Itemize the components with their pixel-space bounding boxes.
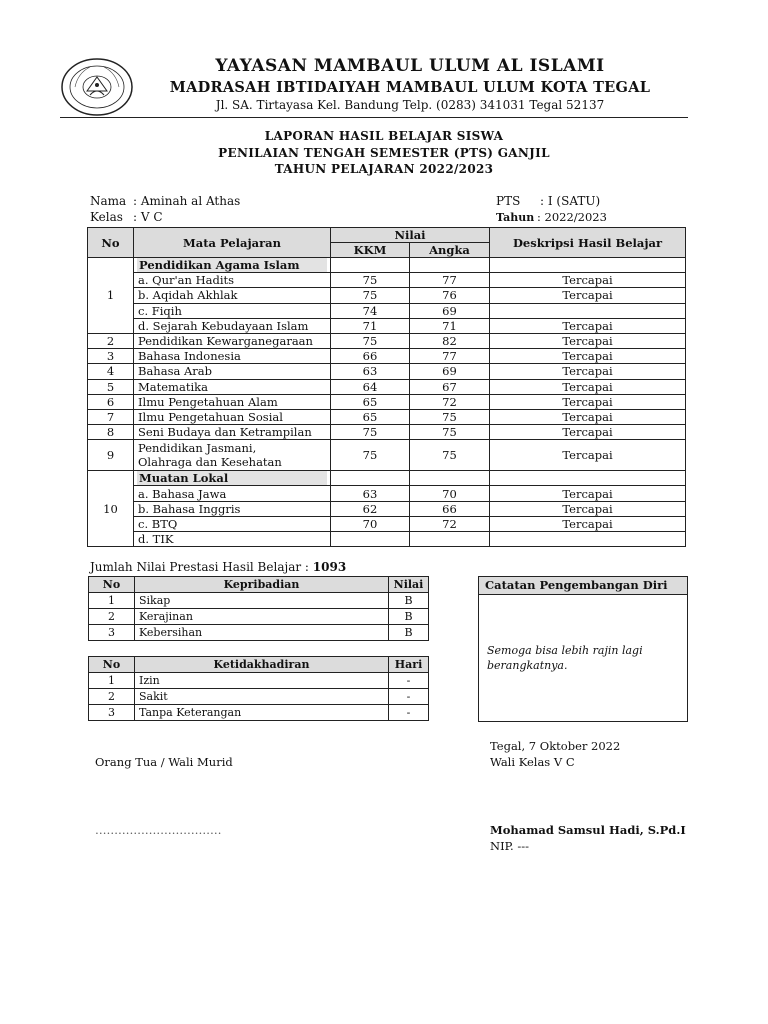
group-title: Muatan Lokal bbox=[137, 471, 327, 485]
total-value: 1093 bbox=[312, 560, 347, 574]
table-row: 3 Tanpa Keterangan - bbox=[89, 705, 429, 721]
table-row: 3 Kebersihan B bbox=[89, 625, 429, 641]
teacher-label: Wali Kelas V C bbox=[490, 755, 575, 769]
table-row: a. Qur'an Hadits 75 77 Tercapai bbox=[88, 273, 686, 288]
school-logo bbox=[60, 57, 134, 117]
col-angka: Angka bbox=[410, 243, 490, 258]
table-row: b. Aqidah Akhlak 75 76 Tercapai bbox=[88, 288, 686, 303]
table-row: 1 Izin - bbox=[89, 673, 429, 689]
table-row: 2 Kerajinan B bbox=[89, 609, 429, 625]
name-value: : Aminah al Athas bbox=[133, 194, 241, 208]
year-label: Tahun bbox=[496, 211, 535, 224]
grades-table bbox=[87, 227, 686, 547]
table-row: c. BTQ 70 72 Tercapai bbox=[88, 516, 686, 531]
foundation-name: YAYASAN MAMBAUL ULUM AL ISLAMI bbox=[215, 56, 605, 76]
col-nilai: Nilai bbox=[331, 228, 490, 243]
year-value: : 2022/2023 bbox=[537, 210, 607, 224]
total-label: Jumlah Nilai Prestasi Hasil Belajar : bbox=[90, 560, 309, 574]
col-subject: Mata Pelajaran bbox=[134, 228, 331, 258]
total-score bbox=[90, 560, 346, 574]
table-row: 6 Ilmu Pengetahuan Alam 65 72 Tercapai bbox=[88, 394, 686, 409]
table-row: 3 Bahasa Indonesia 66 77 Tercapai bbox=[88, 349, 686, 364]
table-row bbox=[88, 471, 686, 486]
table-row: 2 Pendidikan Kewarganegaraan 75 82 Tercapai bbox=[88, 333, 686, 348]
parent-label: Orang Tua / Wali Murid bbox=[95, 755, 233, 769]
row-no: 10 bbox=[88, 471, 134, 547]
col-description: Deskripsi Hasil Belajar bbox=[490, 228, 686, 258]
teacher-name: Mohamad Samsul Hadi, S.Pd.I bbox=[490, 823, 686, 837]
table-row: 4 Bahasa Arab 63 69 Tercapai bbox=[88, 364, 686, 379]
table-row: b. Bahasa Inggris 62 66 Tercapai bbox=[88, 501, 686, 516]
table-row: 5 Matematika 64 67 Tercapai bbox=[88, 379, 686, 394]
development-notes bbox=[478, 576, 688, 722]
group-title: Pendidikan Agama Islam bbox=[137, 258, 327, 272]
notes-text: Semoga bisa lebih rajin lagi berangkatnya. bbox=[487, 644, 643, 672]
name-label: Nama bbox=[90, 194, 127, 208]
col-no: No bbox=[88, 228, 134, 258]
class-value: : V C bbox=[133, 210, 163, 224]
table-row: 9 Pendidikan Jasmani, Olahraga dan Kesehatan 75 75 Tercapai bbox=[88, 440, 686, 471]
class-label: Kelas bbox=[90, 210, 123, 224]
table-row: c. Fiqih 74 69 bbox=[88, 303, 686, 318]
table-row: d. TIK bbox=[88, 532, 686, 547]
notes-title: Catatan Pengembangan Diri bbox=[479, 577, 687, 595]
table-row: 8 Seni Budaya dan Ketrampilan 75 75 Tercapai bbox=[88, 425, 686, 440]
school-name: MADRASAH IBTIDAIYAH MAMBAUL ULUM KOTA TEGAL bbox=[169, 79, 651, 96]
table-row: 2 Sakit - bbox=[89, 689, 429, 705]
parent-signature-line: …………………………… bbox=[95, 823, 222, 837]
table-row: a. Bahasa Jawa 63 70 Tercapai bbox=[88, 486, 686, 501]
header-divider bbox=[60, 117, 688, 118]
report-subtitle: PENILAIAN TENGAH SEMESTER (PTS) GANJIL bbox=[218, 146, 550, 160]
table-row: 7 Ilmu Pengetahuan Sosial 65 75 Tercapai bbox=[88, 409, 686, 424]
school-address: Jl. SA. Tirtayasa Kel. Bandung Telp. (0283) 341031 Tegal 52137 bbox=[215, 98, 605, 112]
attendance-table: No Ketidakhadiran Hari 1 Izin - 2 Sakit - 3 Tanpa Keterangan - bbox=[88, 656, 429, 721]
pts-label: PTS bbox=[496, 194, 521, 208]
pts-value: : I (SATU) bbox=[540, 194, 601, 208]
personality-table: No Kepribadian Nilai 1 Sikap B 2 Kerajinan B 3 Kebersihan B bbox=[88, 576, 429, 641]
row-no: 1 bbox=[88, 258, 134, 334]
table-row bbox=[88, 258, 686, 273]
report-year: TAHUN PELAJARAN 2022/2023 bbox=[274, 162, 494, 176]
table-row: 1 Sikap B bbox=[89, 593, 429, 609]
report-title: LAPORAN HASIL BELAJAR SISWA bbox=[264, 129, 504, 143]
table-row: d. Sejarah Kebudayaan Islam 71 71 Tercapai bbox=[88, 318, 686, 333]
col-kkm: KKM bbox=[331, 243, 410, 258]
place-date: Tegal, 7 Oktober 2022 bbox=[490, 739, 621, 753]
teacher-nip: NIP. --- bbox=[490, 839, 529, 853]
